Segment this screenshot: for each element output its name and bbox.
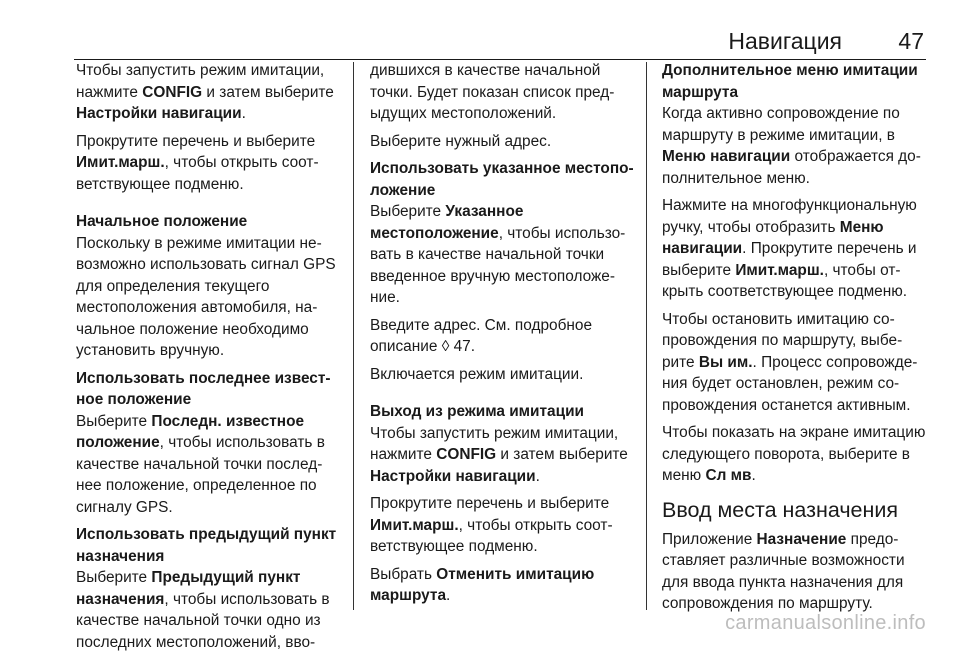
paragraph: Включается режим имитации. <box>370 365 584 383</box>
bold-term: CONFIG <box>142 83 203 101</box>
bold-term: Меню навигации <box>662 218 884 257</box>
bold-term: CONFIG <box>436 446 497 463</box>
section-heading: Использовать последнее известное положение <box>76 369 331 408</box>
bold-term: Назначение <box>756 530 847 548</box>
paragraph: Выберите Предыдущий пункт назначения, чтобы использовать в качестве начальной точки одно из последних местоположений, вво- <box>76 569 330 651</box>
paragraph: Поскольку в режиме имитации невозможно использовать сигнал GPS для определения текущего местоположения автомобиля, начальное положение необходимо установить вручную. <box>76 234 336 359</box>
paragraph: Чтобы показать на экране имитацию следующего поворота, выберите в меню Сл мв. <box>662 424 926 484</box>
page-header <box>74 26 926 58</box>
chapter-heading: Ввод места назначения <box>662 497 899 522</box>
paragraph: Выбрать Отменить имитацию маршрута. <box>370 565 595 604</box>
column-3 <box>662 60 928 621</box>
paragraph: Прокрутите перечень и выберите Имит.марш., чтобы открыть соответствующее подменю. <box>76 132 319 193</box>
paragraph: дившихся в качестве начальной точки. Будет показан список предыдущих местоположений. <box>370 62 615 122</box>
bold-term: Вы им. <box>698 353 753 371</box>
page-title: Навигация <box>728 28 842 54</box>
column-divider-2 <box>646 62 647 610</box>
column-divider-1 <box>353 62 354 610</box>
bold-term: Указанное местоположение <box>370 203 524 242</box>
paragraph: Введите адрес. См. подробное описание ◊ 47. <box>370 316 593 355</box>
section-heading: Использовать предыдущий пункт назначения <box>76 526 337 565</box>
column-2 <box>370 60 636 613</box>
paragraph: Приложение Назначение предоставляет различные возможности для ввода пункта назначения для сопровождения по маршруту. <box>662 530 905 612</box>
paragraph: Выберите нужный адрес. <box>370 132 552 150</box>
paragraph: Когда активно сопровождение по маршруту в режиме имитации, в Меню навигации отображается дополнительное меню. <box>662 105 921 187</box>
watermark: carmanualsonline.info <box>725 612 926 634</box>
bold-term: Меню навигации <box>662 148 791 165</box>
bold-term: Имит.марш. <box>370 516 459 534</box>
column-1 <box>76 60 342 659</box>
section-heading: Дополнительное меню имитации маршрута <box>662 62 918 101</box>
section-heading: Начальное положение <box>76 213 248 230</box>
bold-term: Последн. известное положение <box>76 412 305 451</box>
bold-term: Предыдущий пункт назначения <box>76 569 301 608</box>
paragraph: Выберите Последн. известное положение, чтобы использовать в качестве начальной точки последнее положение, определенное по сигналу GPS. <box>76 412 325 516</box>
bold-term: Сл мв <box>705 467 752 484</box>
page-number: 47 <box>898 28 924 54</box>
paragraph: Нажмите на многофункциональную ручку, чтобы отобразить Меню навигации. Прокрутите перечень и выберите Имит.марш., чтобы открыть соответствующее подменю. <box>662 197 917 300</box>
bold-term: Отменить имитацию маршрута <box>370 565 595 604</box>
page-reference-link[interactable]: ◊ 47 <box>441 338 471 355</box>
paragraph: Выберите Указанное местоположение, чтобы использовать в качестве начальной точки введенное вручную местоположение. <box>370 203 626 306</box>
paragraph: Чтобы запустить режим имитации, нажмите CONFIG и затем выберите Настройки навигации. <box>76 62 334 122</box>
bold-term: Имит.марш. <box>735 261 824 279</box>
paragraph: Чтобы остановить имитацию сопровождения по маршруту, выберите Вы им.. Процесс сопровождения будет остановлен, режим сопровождения останется активным. <box>662 310 918 414</box>
bold-term: Имит.марш. <box>76 154 165 171</box>
section-heading: Использовать указанное местоположение <box>370 160 634 199</box>
paragraph: Чтобы запустить режим имитации, нажмите CONFIG и затем выберите Настройки навигации. <box>370 424 628 485</box>
bold-term: Настройки навигации <box>370 467 536 485</box>
bold-term: Настройки навигации <box>76 105 242 122</box>
paragraph: Прокрутите перечень и выберите Имит.марш., чтобы открыть соответствующее подменю. <box>370 495 613 555</box>
section-heading: Выход из режима имитации <box>370 403 585 420</box>
